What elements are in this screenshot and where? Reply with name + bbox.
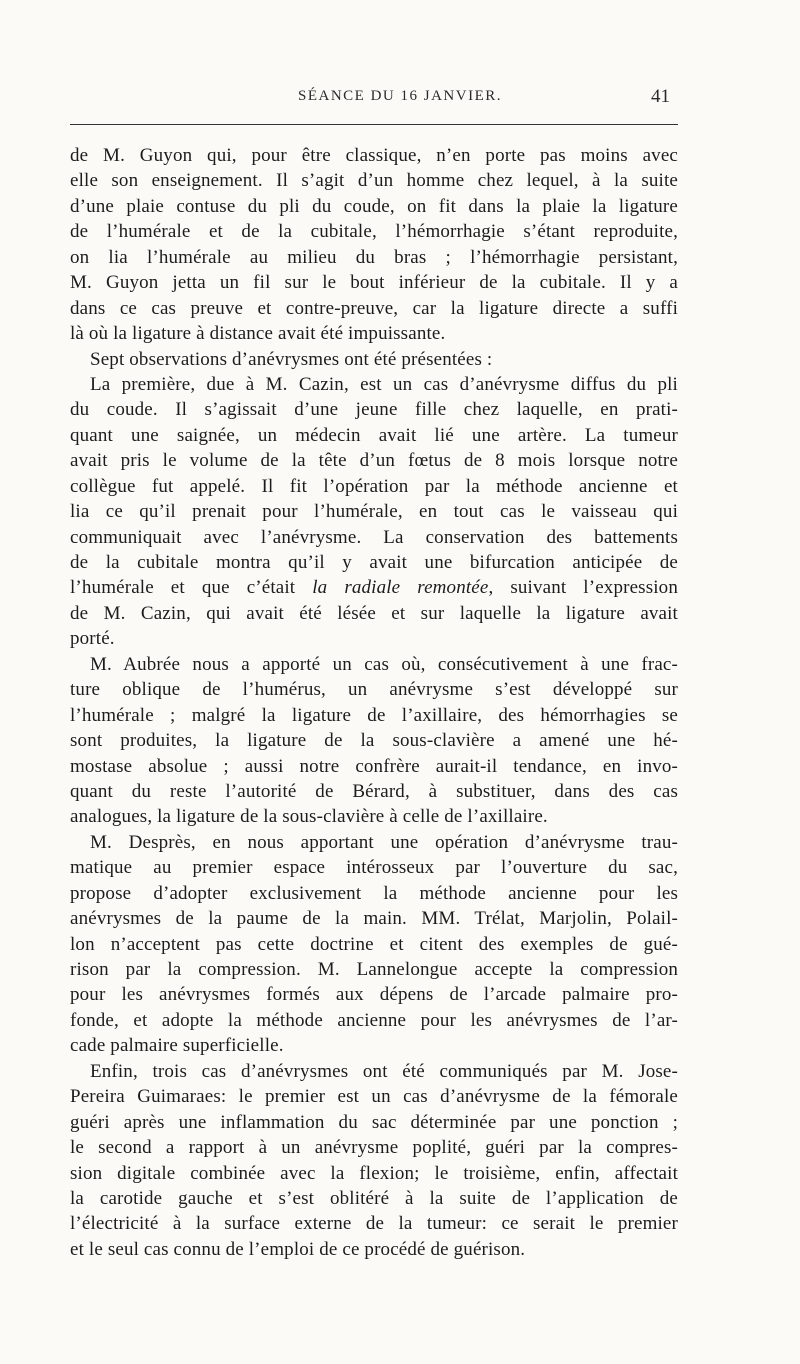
text-line: La première, due à M. Cazin, est un cas d’anévrysme diffus du pli [90,373,678,395]
text-line: propose d’adopter exclusivement la méthode ancienne pour les [70,882,678,904]
text-line: porté. [70,628,115,650]
text-line: quant du reste l’autorité de Bérard, à substituer, dans des cas [70,780,678,802]
text-line: et le seul cas connu de l’emploi de ce procédé de guérison. [70,1238,526,1260]
text-line: dans ce cas preuve et contre-preuve, car la ligature directe a suffi [70,297,678,319]
text-line: pour les anévrysmes formés aux dépens de l’arcade palmaire pro- [70,984,678,1006]
text-line: Pereira Guimaraes: le premier est un cas d’anévrysme de la fémorale [70,1086,678,1108]
text-line: anévrysmes de la paume de la main. MM. Trélat, Marjolin, Polail- [70,908,678,930]
text-line: M. Guyon jetta un fil sur le bout inférieur de la cubitale. Il y a [70,272,678,294]
text-segment: , suivant l’expression [488,577,678,599]
header-rule [70,124,678,125]
text-line: l’électricité à la surface externe de la tumeur: ce serait le premier [70,1213,678,1235]
body-text [70,143,678,1262]
text-line: sion digitale combinée avec la flexion; le troisième, enfin, affectait [70,1162,678,1184]
text-line: rison par la compression. M. Lannelongue accepte la compression [70,959,678,980]
italic-phrase: la radiale remontée [312,577,489,599]
text-line: ture oblique de l’humérus, un anévrysme s’est développé sur [70,679,678,701]
header-title: SÉANCE DU 16 JANVIER. [298,88,502,104]
running-header [0,88,800,112]
text-line: la carotide gauche et s’est oblitéré à la suite de l’application de [70,1187,678,1209]
text-line: guéri après une inflammation du sac déterminée par une ponction ; [70,1111,678,1133]
text-line: sont produites, la ligature de la sous-clavière a amené une hé- [70,730,678,752]
text-line: fonde, et adopte la méthode ancienne pour les anévrysmes de l’ar- [70,1009,678,1031]
text-line: collègue fut appelé. Il fit l’opération par la méthode ancienne et [70,475,678,497]
text-line: matique au premier espace intérosseux par l’ouverture du sac, [70,857,678,879]
text-line: analogues, la ligature de la sous-clavière à celle de l’axillaire. [70,806,548,828]
text-line: M. Aubrée nous a apporté un cas où, consécutivement à une frac- [90,653,678,675]
text-line: Sept observations d’anévrysmes ont été présentées : [90,348,493,370]
text-line: lon n’acceptent pas cette doctrine et citent des exemples de gué- [70,933,678,955]
text-line: quant une saignée, un médecin avait lié une artère. La tumeur [70,424,678,446]
text-line: là où la ligature à distance avait été impuissante. [70,323,446,345]
text-line: l’humérale ; malgré la ligature de l’axillaire, des hémorrhagies se [70,704,678,726]
text-line: d’une plaie contuse du pli du coude, on fit dans la plaie la ligature [70,195,678,217]
text-line: le second a rapport à un anévrysme poplité, guéri par la compres- [70,1137,678,1159]
text-segment: l’humérale et que c’était [70,577,313,599]
text-line: elle son enseignement. Il s’agit d’un homme chez lequel, à la suite [70,170,678,192]
text-line: lia ce qu’il prenait pour l’humérale, en tout cas le vaisseau qui [70,501,678,523]
text-line: on lia l’humérale au milieu du bras ; l’hémorrhagie persistant, [70,246,678,268]
text-line: avait pris le volume de la tête d’un fœtus de 8 mois lorsque notre [70,450,678,472]
text-line: communiquait avec l’anévrysme. La conservation des battements [70,526,678,548]
text-line: Enfin, trois cas d’anévrysmes ont été communiqués par M. Jose- [90,1060,678,1082]
text-line: du coude. Il s’agissait d’une jeune fille chez laquelle, en prati- [70,399,678,421]
page-number: 41 [651,86,670,107]
text-line: de M. Guyon qui, pour être classique, n’en porte pas moins avec [70,145,678,166]
text-line: de la cubitale montra qu’il y avait une bifurcation anticipée de [70,552,678,573]
text-line: mostase absolue ; aussi notre confrère aurait-il tendance, en invo- [70,755,678,777]
text-line [70,575,678,600]
text-line: de M. Cazin, qui avait été lésée et sur laquelle la ligature avait [70,602,678,624]
text-line: de l’humérale et de la cubitale, l’hémorrhagie s’étant reproduite, [70,221,678,243]
text-line: cade palmaire superficielle. [70,1035,284,1057]
text-line: M. Desprès, en nous apportant une opération d’anévrysme trau- [90,831,678,853]
